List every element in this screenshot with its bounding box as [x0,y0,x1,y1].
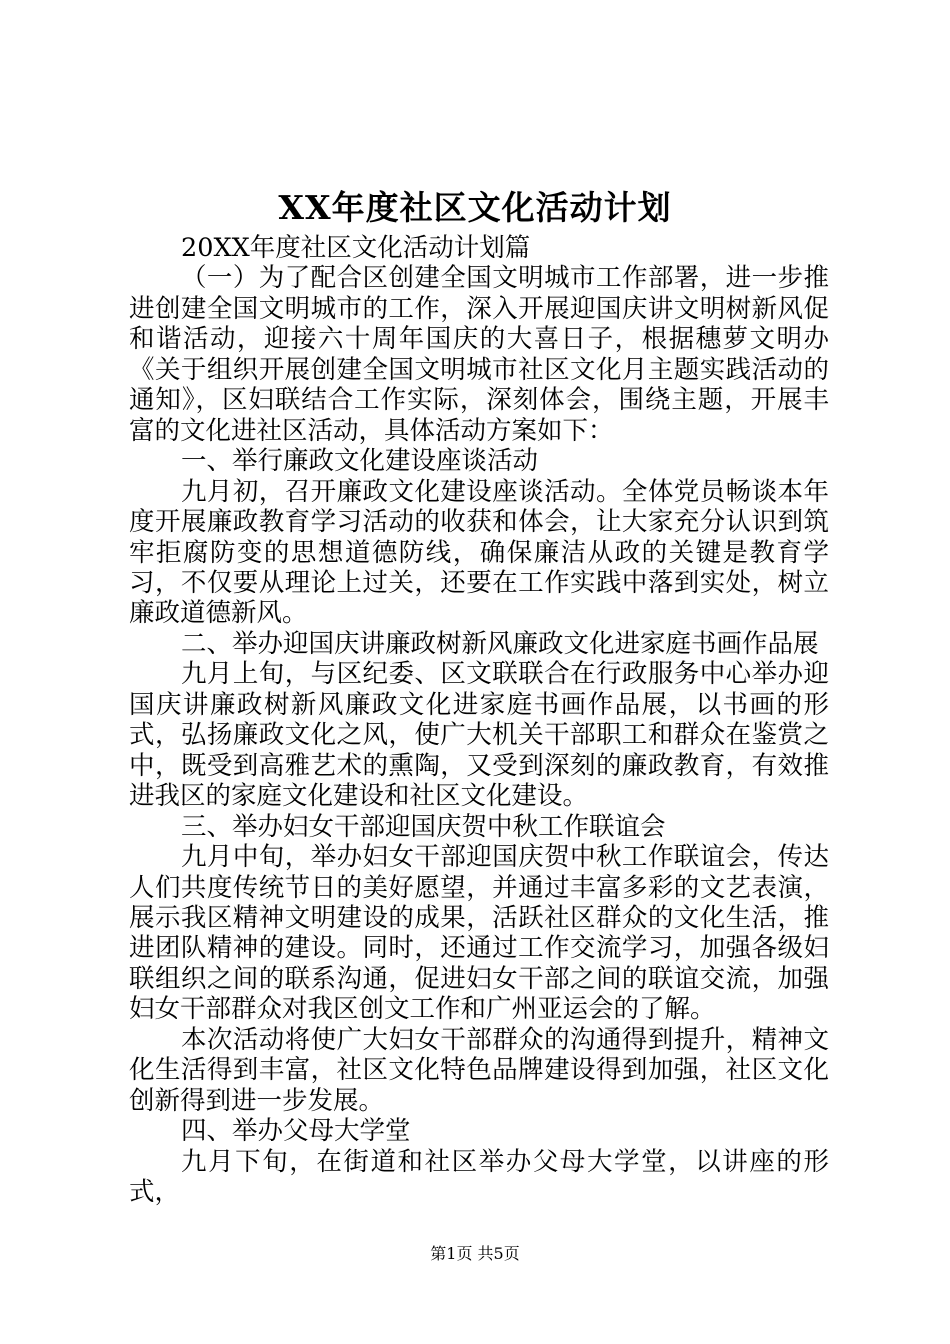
document-title: XX年度社区文化活动计划 [278,188,672,227]
body-paragraph: 九月中旬，举办妇女干部迎国庆贺中秋工作联谊会，传达人们共度传统节日的美好愿望，并通过丰富多彩的文艺表演，展示我区精神文明建设的成果，活跃社区群众的文化生活，推进团队精神的建设。同时，还通过工作交流学习，加强各级妇联组织之间的联系沟通，促进妇女干部之间的联谊交流，加强妇女干部群众对我区创文工作和广州亚运会的了解。 [129,842,829,1025]
body-paragraph: 九月下旬，在街道和社区举办父母大学堂，以讲座的形式， [129,1146,829,1208]
body-paragraph: 九月初，召开廉政文化建设座谈活动。全体党员畅谈本年度开展廉政教育学习活动的收获和体会，让大家充分认识到筑牢拒腐防变的思想道德防线，确保廉洁从政的关键是教育学习，不仅要从理论上过关，还要在工作实践中落到实处，树立廉政道德新风。 [129,476,829,629]
page-number-footer: 第1页 共5页 [430,1244,520,1263]
document-body [129,233,829,1208]
body-paragraph: 九月上旬，与区纪委、区文联联合在行政服务中心举办迎国庆讲廉政树新风廉政文化进家庭书画作品展，以书画的形式，弘扬廉政文化之风，使广大机关干部职工和群众在鉴赏之中，既受到高雅艺术的熏陶，又受到深刻的廉政教育，有效推进我区的家庭文化建设和社区文化建设。 [129,659,829,812]
intro-paragraph: （一）为了配合区创建全国文明城市工作部署，进一步推进创建全国文明城市的工作，深入开展迎国庆讲文明树新风促和谐活动，迎接六十周年国庆的大喜日子，根据穗萝文明办《关于组织开展创建全国文明城市社区文化月主题实践活动的通知》，区妇联结合工作实际，深刻体会，围绕主题，开展丰富的文化进社区活动，具体活动方案如下： [129,263,829,446]
section-heading: 四、举办父母大学堂 [181,1116,411,1147]
section-heading: 二、举办迎国庆讲廉政树新风廉政文化进家庭书画作品展 [181,628,819,659]
section-heading: 一、举行廉政文化建设座谈活动 [181,446,539,477]
section-heading: 三、举办妇女干部迎国庆贺中秋工作联谊会 [181,811,666,842]
section-heading: 20XX年度社区文化活动计划篇 [181,233,531,263]
body-paragraph: 本次活动将使广大妇女干部群众的沟通得到提升，精神文化生活得到丰富，社区文化特色品牌建设得到加强，社区文化创新得到进一步发展。 [129,1024,829,1116]
